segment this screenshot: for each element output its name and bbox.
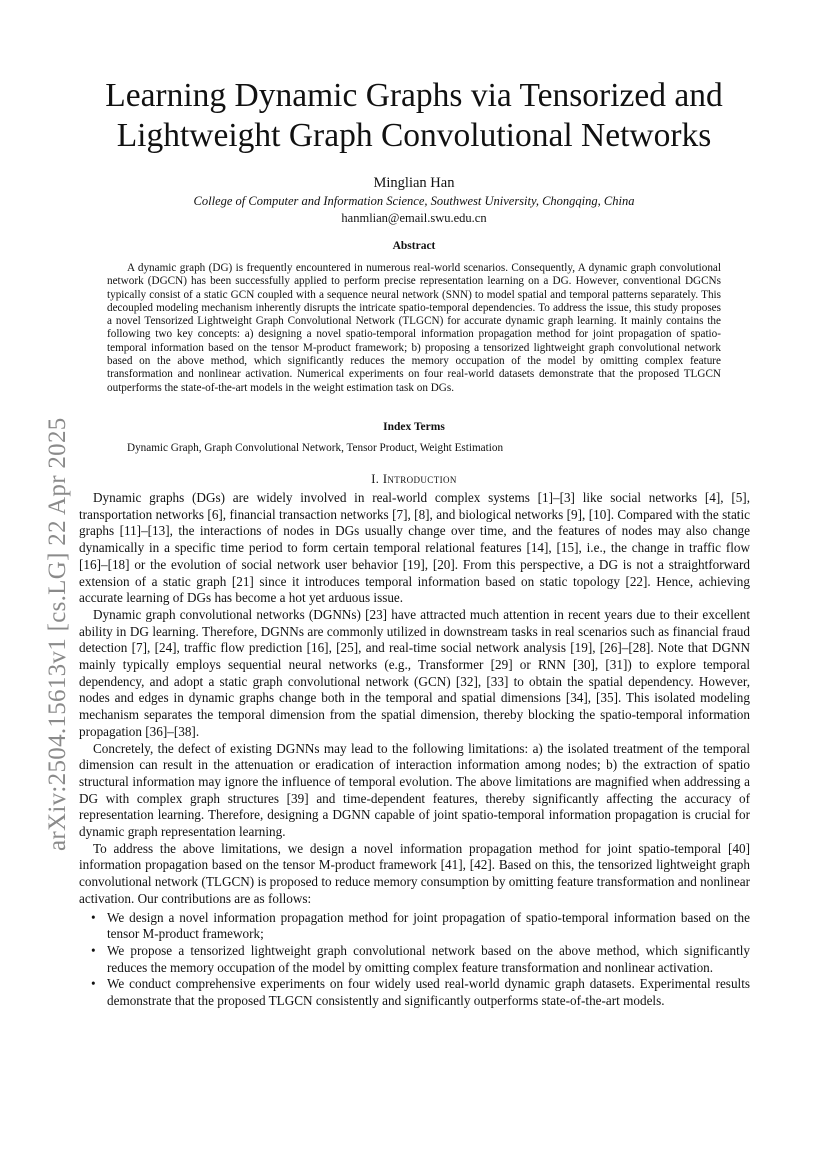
paper-title <box>0 76 828 156</box>
list-item <box>79 976 750 1009</box>
paragraph: To address the above limitations, we design a novel information propagation method for joint spatio-temporal [40] information propagation based on the tensor M-product framework [41], [42]. Based on this, the tensorized lightweight graph convolutional network (TLGCN) is proposed to reduce memory consumption by omitting feature transformation and nonlinear activation. Our contributions are as follows: <box>79 840 750 906</box>
abstract-heading: Abstract <box>392 240 436 252</box>
author-affiliation: College of Computer and Information Science, Southwest University, Chongqing, China <box>193 194 635 208</box>
paragraph: Dynamic graph convolutional networks (DGNNs) [23] have attracted much attention in recent years due to their excellent ability in DG learning. Therefore, DGNNs are commonly utilized in downstream tasks in real scenarios such as financial fraud detection [7], [24], traffic flow prediction [16], [25], and real-time social network analysis [19], [26]–[28]. Note that DGNN mainly typically employs sequential neural networks (e.g., Transformer [29] or RNN [30], [31]) to explore temporal dependency, and adopt a static graph convolutional network (GCN) [32], [33] to obtain the spatial dependency. However, nodes and edges in dynamic graphs change both in the temporal and spatial dimensions [34], [35]. This isolated modeling mechanism separates the temporal dimension from the spatial dimension, thereby blocking the spatio-temporal information propagation [36]–[38]. <box>79 606 750 739</box>
introduction-body <box>79 490 750 1010</box>
list-item-text: We propose a tensorized lightweight graph convolutional network based on the above method, which significantly reduces the memory occupation of the model by omitting complex feature transformation and nonlinear activation. <box>107 942 750 975</box>
section-heading <box>0 472 828 487</box>
bullet-icon: • <box>91 909 96 925</box>
title-line-2: Lightweight Graph Convolutional Networks <box>116 117 712 154</box>
list-item <box>79 943 750 976</box>
paragraph: Dynamic graphs (DGs) are widely involved in real-world complex systems [1]–[3] like social networks [4], [5], transportation networks [6], financial transaction networks [7], [8], and biological networks [9], [10]. Compared with the static graphs [11]–[13], the interactions of nodes in DGs usually change over time, and the features of nodes may also change dynamically in a specific time period to form certain temporal relational features [14], [15], i.e., the change in traffic flow [16]–[18] or the evolution of social network user behavior [19], [20]. From this perspective, a DG is not a straightforward extension of a static graph [21] since it introduces temporal information based on static topology [22]. Hence, achieving accurate learning of DGs has become a hot yet arduous issue. <box>79 490 750 606</box>
index-terms-heading: Index Terms <box>383 421 445 433</box>
contributions-list <box>79 910 750 1010</box>
bullet-icon: • <box>91 942 96 958</box>
list-item-text: We design a novel information propagation method for joint propagation of spatio-temporal information based on the tensor M-product framework; <box>107 909 750 942</box>
index-terms: Dynamic Graph, Graph Convolutional Network, Tensor Product, Weight Estimation <box>127 442 504 454</box>
paragraph: Concretely, the defect of existing DGNNs may lead to the following limitations: a) the isolated treatment of the temporal dimension can result in the attenuation or eradication of interaction information among nodes; b) the extraction of spatio structural information may ignore the influence of temporal evolution. The above limitations are magnified when addressing a DG with complex graph structures [39] and time-dependent features, thereby significantly affecting the accuracy of representation learning. Therefore, designing a DGNN capable of joint spatio-temporal information propagation is crucial for dynamic graph representation learning. <box>79 740 750 840</box>
list-item <box>79 910 750 943</box>
author-name: Minglian Han <box>373 175 455 191</box>
bullet-icon: • <box>91 976 96 992</box>
list-item-text: We conduct comprehensive experiments on four widely used real-world dynamic graph datasets. Experimental results demonstrate that the proposed TLGCN consistently and significantly outperforms state-of-the-art models. <box>107 976 750 1009</box>
section-number: I. <box>371 472 380 486</box>
arxiv-identifier: arXiv:2504.15613v1 [cs.LG] 22 Apr 2025 <box>44 417 71 851</box>
section-title: Introduction <box>382 472 457 486</box>
title-line-1: Learning Dynamic Graphs via Tensorized and <box>105 77 723 114</box>
abstract-text: A dynamic graph (DG) is frequently encountered in numerous real-world scenarios. Consequently, A dynamic graph convolutional network (DGCN) has been successfully applied to perform precise representation learning on a DG. However, conventional DGCNs typically consist of a static GCN coupled with a sequence neural network (SNN) to model spatial and temporal patterns separately. This decoupled modeling mechanism inherently disrupts the intricate spatio-temporal dependencies. To address the issue, this study proposes a novel Tensorized Lightweight Graph Convolutional Network (TLGCN) for accurate dynamic graph learning. It mainly contains the following two key concepts: a) designing a novel spatio-temporal information propagation method for joint propagation of spatio-temporal information based on the tensor M-product framework; b) proposing a tensorized lightweight graph convolutional network based on the above method, which significantly reduces the memory occupation of the model by omitting complex feature transformation and nonlinear activation. Numerical experiments on four real-world datasets demonstrate that the proposed TLGCN outperforms the state-of-the-art models in the weight estimation task on DGs. <box>107 262 721 394</box>
author-email: hanmlian@email.swu.edu.cn <box>341 211 487 225</box>
